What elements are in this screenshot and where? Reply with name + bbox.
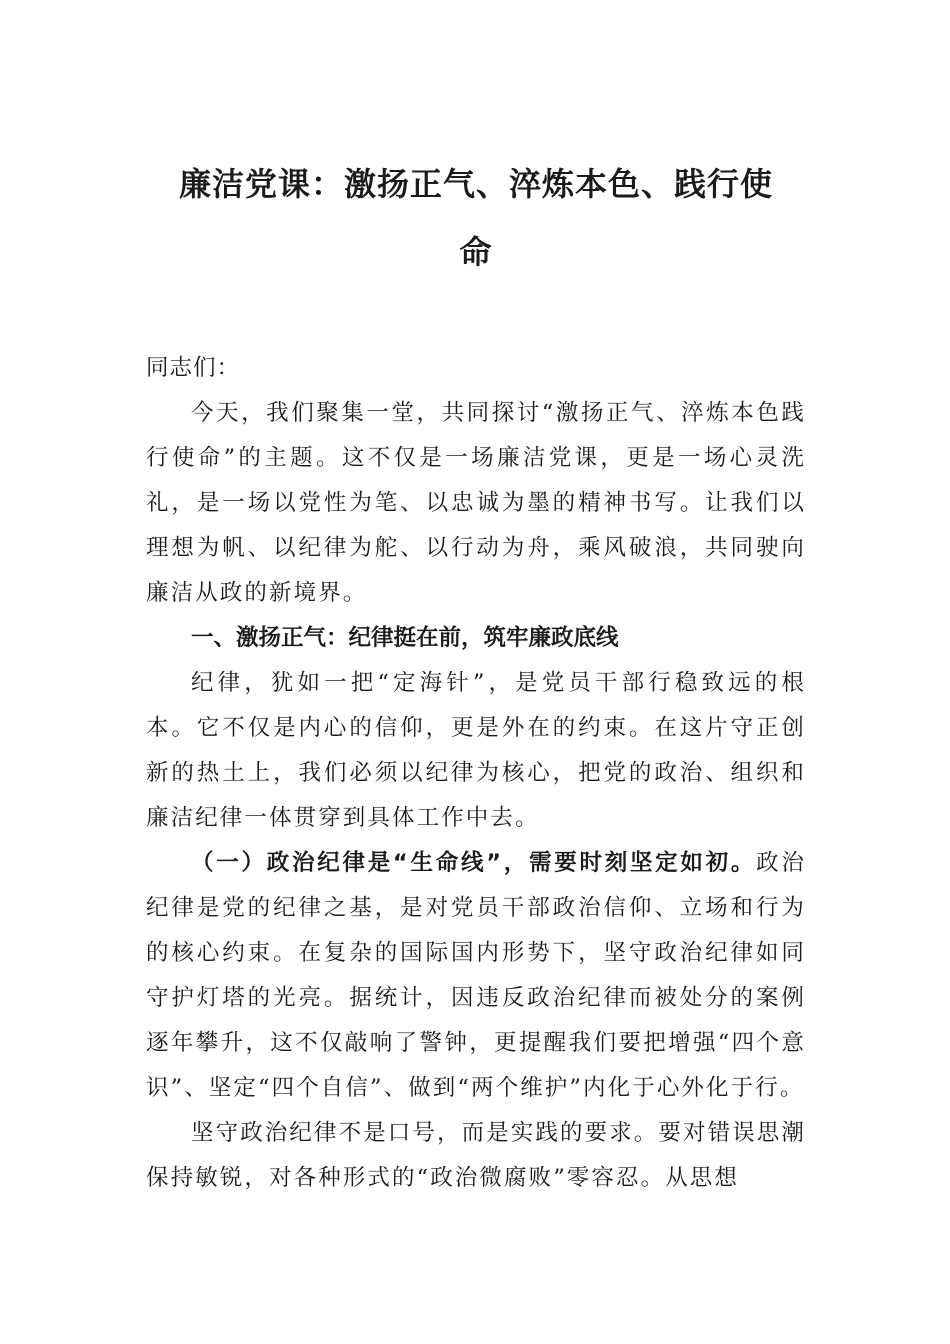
document-title [146, 150, 806, 286]
document-page [146, 150, 806, 1201]
closing-paragraph: 坚守政治纪律不是口号，而是实践的要求。要对错误思潮保持敏锐，对各种形式的“政治微腐败”零容忍。从思想 [146, 1120, 807, 1191]
section-1-paragraph: 纪律，犹如一把“定海针”，是党员干部行稳致远的根本。它不仅是内心的信仰，更是外在的约束。在这片守正创新的热土上，我们必须以纪律为核心，把党的政治、组织和廉洁纪律一体贯穿到具体工作中去。 [146, 670, 806, 831]
intro-paragraph: 今天，我们聚集一堂，共同探讨“激扬正气、淬炼本色践行使命”的主题。这不仅是一场廉洁党课，更是一场心灵洗礼，是一场以党性为笔、以忠诚为墨的精神书写。让我们以理想为帆、以纪律为舵、以行动为舟，乘风破浪，共同驶向廉洁从政的新境界。 [146, 400, 806, 606]
subsection-1-paragraph [146, 841, 806, 1111]
subsection-1-heading: （一）政治纪律是“生命线”，需要时刻坚定如初。 [191, 850, 757, 876]
title-line-2: 命 [459, 233, 493, 271]
section-1-heading: 一、激扬正气：纪律挺在前，筑牢廉政底线 [191, 625, 619, 651]
salutation: 同志们： [146, 355, 241, 381]
subsection-1-body: 政治纪律是党的纪律之基，是对党员干部政治信仰、立场和行为的核心约束。在复杂的国际国内形势下，坚守政治纪律如同守护灯塔的光亮。据统计，因违反政治纪律而被处分的案例逐年攀升，这不仅敲响了警钟，更提醒我们要把增强“四个意识”、坚定“四个自信”、做到“两个维护”内化于心外化于行。 [146, 850, 806, 1101]
title-line-1: 廉洁党课：激扬正气、淬炼本色、践行使 [178, 165, 773, 203]
